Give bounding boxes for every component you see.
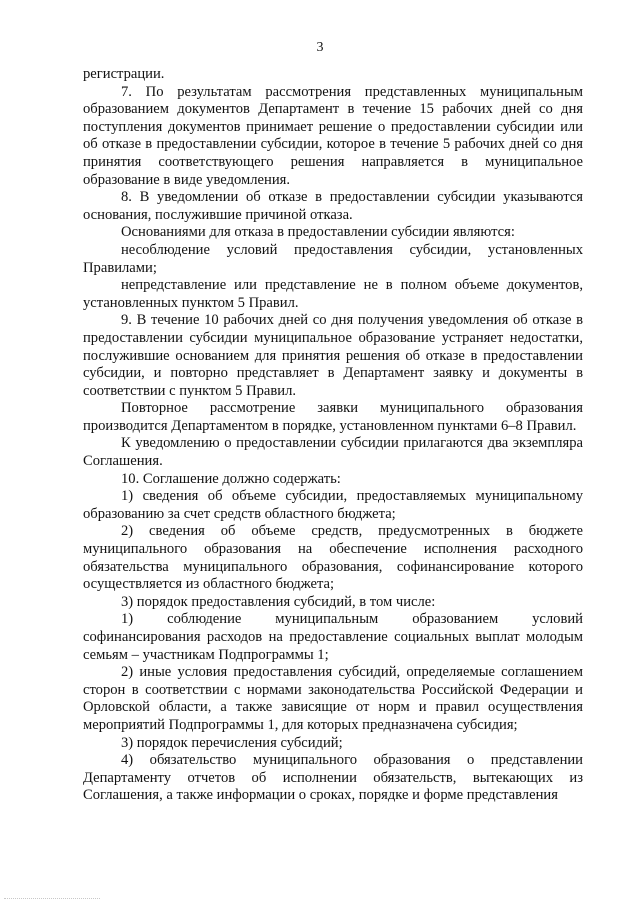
paragraph: регистрации. (83, 66, 165, 82)
paragraph: 7. По результатам рассмотрения представленных муниципальным образованием документов Департамент в течение 15 рабочих дней со дня поступления документов принимает решение о предоставлении субсидии или об отказе в предоставлении субсидии, которое в течение 5 рабочих дней со дня принятия соответствующего решения направляется в муниципальное образование в виде уведомления. (83, 83, 583, 188)
paragraph: 8. В уведомлении об отказе в предоставлении субсидии указываются основания, послужившие причиной отказа. (83, 189, 583, 223)
paragraph: 1) соблюдение муниципальным образованием условий софинансирования расходов на предоставление социальных выплат молодым семьям – участникам Подпрограммы 1; (83, 611, 583, 663)
paragraph: 10. Соглашение должно содержать: (121, 470, 341, 487)
paragraph: 4) обязательство муниципального образования о представлении Департаменту отчетов об исполнении обязательств, вытекающих из Соглашения, а также информации о сроках, порядке и форме представления (83, 752, 583, 804)
paragraph: К уведомлению о предоставлении субсидии прилагаются два экземпляра Соглашения. (83, 435, 583, 470)
page-number: 3 (316, 40, 324, 55)
paragraph: 2) сведения об объеме средств, предусмотренных в бюджете муниципального образования на обеспечение исполнения расходного обязательства муниципального образования, софинансирование которого осуществляется из областного бюджета; (83, 523, 583, 593)
paragraph: 1) сведения об объеме субсидии, предоставляемых муниципальному образованию за счет средств областного бюджета; (83, 488, 583, 522)
paragraph: непредставление или представление не в полном объеме документов, установленных пунктом 5 Правил. (83, 277, 583, 311)
document-body (83, 66, 583, 805)
paragraph: 3) порядок предоставления субсидий, в том числе: (121, 593, 436, 610)
paragraph: 9. В течение 10 рабочих дней со дня получения уведомления об отказе в предоставлении субсидии муниципальное образование устраняет недостатки, послужившие основанием для принятия решения об отказе в предоставлении субсидии, и повторно представляет в Департамент заявку и документы в соответствии с пунктом 5 Правил. (83, 312, 583, 399)
paragraph: 2) иные условия предоставления субсидий, определяемые соглашением сторон в соответствии с нормами законодательства Российской Федерации и Орловской области, а также зависящие от норм и правил осуществления мероприятий Подпрограммы 1, для которых предназначена субсидия; (83, 664, 583, 733)
paragraph: Повторное рассмотрение заявки муниципального образования производится Департаментом в порядке, установленном пунктами 6–8 Правил. (83, 400, 583, 434)
paragraph: несоблюдение условий предоставления субсидии, установленных Правилами; (83, 241, 583, 276)
scan-edge-mark (4, 898, 100, 901)
paragraph: 3) порядок перечисления субсидий; (121, 734, 343, 751)
paragraph: Основаниями для отказа в предоставлении субсидии являются: (121, 224, 515, 241)
